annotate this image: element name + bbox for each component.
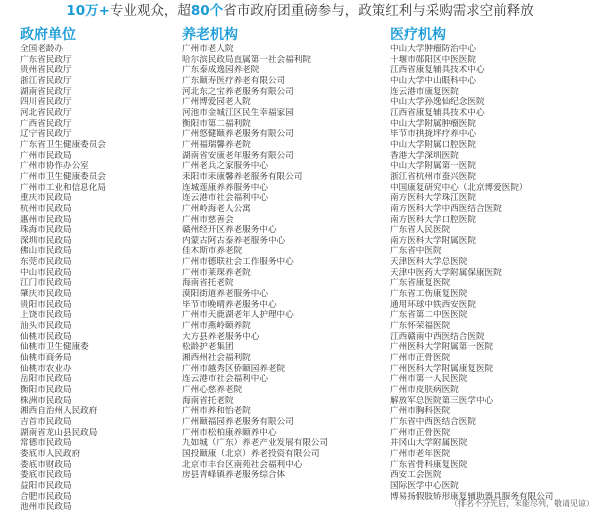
government-list-item: 湖南省龙山县民政局 [20, 427, 98, 438]
government-list-item: 岳阳市民政局 [20, 374, 72, 385]
elderly-care-list-item: 广东颐寿医疗养老有限公司 [182, 75, 286, 86]
elderly-care-column-title: 养老机构 [182, 27, 238, 43]
headline [0, 0, 600, 22]
elderly-care-list-item: 毕节市晚晴养老服务中心 [182, 299, 277, 310]
medical-column [390, 26, 598, 502]
government-list-item: 株洲市民政局 [20, 395, 72, 406]
government-list-item: 娄底市民政局 [20, 470, 72, 481]
government-list-item: 惠州市民政局 [20, 214, 72, 225]
government-list-item: 辽宁省民政厅 [20, 129, 72, 140]
medical-list-item: 广东省康复医院 [390, 278, 451, 289]
government-list-item: 广西省民政厅 [20, 118, 72, 129]
medical-list-item: 天津医科大学总医院 [390, 257, 468, 268]
medical-list-item: 浙江省杭州市蚕兴医院 [390, 171, 476, 182]
government-list-item: 东莞市民政局 [20, 257, 72, 268]
elderly-care-list-item: 大方县养老服务中心 [182, 331, 260, 342]
elderly-care-list-item: 连云港市社会福利中心 [182, 374, 268, 385]
government-list-item: 吉首市民政局 [20, 416, 72, 427]
elderly-care-list-item: 广州市越秀区侨颐园养老院 [182, 363, 286, 374]
government-list-item: 广东省民政厅 [20, 54, 72, 65]
government-list-item: 江门市民政局 [20, 278, 72, 289]
medical-list-item: 中山大学孙逸仙纪念医院 [390, 97, 485, 108]
medical-list-item: 中国康复研究中心（北京博爱医院） [390, 182, 528, 193]
government-list-item: 仙桃市卫生健康委 [20, 342, 89, 353]
medical-list-item: 通用环球中铁西安医院 [390, 299, 476, 310]
elderly-care-list-item: 海南省托老院 [182, 278, 234, 289]
medical-list-item: 南方医科大学珠江医院 [390, 193, 476, 204]
elderly-care-list-item: 河北东之宝养老服务有限公司 [182, 86, 294, 97]
government-list-item: 深圳市民政局 [20, 235, 72, 246]
elderly-care-list-item: 广州市松柏康养颐养中心 [182, 427, 277, 438]
medical-list-item: 广州医科大学附属康复医院 [390, 363, 494, 374]
elderly-care-list-item: 耒阳市耒康馨养老服务有限公司 [182, 171, 303, 182]
medical-list-item: 广东怀荣福医院 [390, 321, 451, 332]
medical-list-item: 香港大学深圳医院 [390, 150, 459, 161]
government-list-item: 贵阳市民政局 [20, 299, 72, 310]
government-list-item: 湖南省民政厅 [20, 86, 72, 97]
medical-list-item: 连云港市康复医院 [390, 86, 459, 97]
medical-list-item: 中山大学中山眼科中心 [390, 75, 476, 86]
government-list-item: 湘西自治州人民政府 [20, 406, 98, 417]
elderly-care-list-item: 河池市金城江区民生幸福家园 [182, 107, 294, 118]
elderly-care-list-item: 广州市养和怡老院 [182, 406, 251, 417]
elderly-care-list-item: 广州市燕岭颐养院 [182, 321, 251, 332]
elderly-care-list-item: 广州福瑞馨养老院 [182, 139, 251, 150]
medical-list-item: 南方医科大学附属医院 [390, 235, 476, 246]
government-list-item: 珠海市民政局 [20, 225, 72, 236]
elderly-care-list-item: 内蒙古阿古泰养老服务中心 [182, 235, 286, 246]
headline-government-count: 80个 [190, 3, 224, 19]
medical-list-item: 广东省人民医院 [390, 225, 451, 236]
elderly-care-column [182, 26, 388, 481]
headline-text-part2: 省市政府团重磅参与，政策红利与采购需求空前释放 [223, 3, 534, 19]
government-list [20, 44, 180, 513]
elderly-care-list-item: 广州市天鹿湖老年人护理中心 [182, 310, 294, 321]
medical-list-item: 南方医科大学中西医结合医院 [390, 203, 502, 214]
government-list-item: 汕头市民政局 [20, 321, 72, 332]
elderly-care-list-item: 连云港市社会福利中心 [182, 193, 268, 204]
government-list-item: 衡阳市民政局 [20, 385, 72, 395]
government-list-item: 河北省民政厅 [20, 107, 72, 118]
medical-list-item: 江西省康复辅具技术中心 [390, 107, 485, 118]
medical-list [390, 44, 598, 502]
government-column-title: 政府单位 [20, 27, 76, 43]
elderly-care-list-item: 漠阳街道养老服务中心 [182, 289, 268, 300]
medical-list-item: 南方医科大学口腔医院 [390, 214, 476, 225]
medical-list-item: 广州市正骨医院 [390, 353, 451, 364]
headline-visitor-count: 10万+ [66, 3, 110, 19]
government-list-item: 上饶市民政局 [20, 310, 72, 321]
government-list-item: 重庆市民政局 [20, 193, 72, 204]
medical-list-item: 中山大学附属口腔医院 [390, 139, 476, 150]
elderly-care-list-item: 佳木斯市养老院 [182, 246, 243, 257]
medical-list-item: 博易扬假肢矫形康复辅助器具服务有限公司 [390, 491, 554, 502]
government-list-item: 常德市民政局 [20, 438, 72, 449]
medical-list-item: 广东省中西医结合医院 [390, 416, 476, 427]
government-list-item: 广州市卫生健康委员会 [20, 171, 106, 182]
medical-list-item: 广州市老年医院 [390, 448, 451, 459]
elderly-care-list-item: 广州市德联社会工作服务中心 [182, 257, 294, 268]
government-list-item: 仙桃市商务局 [20, 353, 72, 364]
elderly-care-list-item: 北京市丰台区南苑社会福利中心 [182, 459, 303, 470]
elderly-care-list-item: 哈尔滨民政局直属第一社会福利院 [182, 54, 311, 65]
medical-list-item: 中山大学附属肿瘤医院 [390, 118, 476, 129]
government-list-item: 杭州市民政局 [20, 203, 72, 214]
medical-list-item: 江西省康复辅具技术中心 [390, 65, 485, 76]
elderly-care-list-item: 广州博爱园老人院 [182, 97, 251, 108]
government-list-item: 广东省卫生健康委员会 [20, 139, 106, 150]
elderly-care-list [182, 44, 388, 481]
elderly-care-list-item: 湖南省安康老年服务有限公司 [182, 150, 294, 161]
footnote: （排名不分先后，未能尽列，敬请见谅） [450, 499, 594, 508]
government-list-item: 仙桃市农业办 [20, 363, 72, 374]
medical-list-item: 井冈山大学附属医院 [390, 438, 468, 449]
medical-list-item: 中山大学附属第一医院 [390, 161, 476, 172]
headline-text-part1: 专业观众，超 [109, 3, 191, 19]
government-list-item: 贵州省民政厅 [20, 65, 72, 76]
government-list-item: 合肥市民政局 [20, 491, 72, 502]
medical-list-item: 国际医学中心医院 [390, 480, 459, 491]
elderly-care-list-item: 广州市老人院 [182, 44, 234, 54]
government-list-item: 娄底市财政局 [20, 459, 72, 470]
elderly-care-list-item: 赣州经开区养老服务中心 [182, 225, 277, 236]
medical-list-item: 广东省中医院 [390, 246, 442, 257]
elderly-care-list-item: 广州市莱琛养老院 [182, 267, 251, 278]
medical-list-item: 十堰市郧阳区中医医院 [390, 54, 476, 65]
elderly-care-list-item: 广州老兵之家服务中心 [182, 161, 268, 172]
government-list-item: 益阳市民政局 [20, 480, 72, 491]
government-list-item: 广州市协作办公室 [20, 161, 89, 172]
medical-list-item: 广州市正骨医院 [390, 427, 451, 438]
medical-column-title: 医疗机构 [390, 27, 446, 43]
government-column [20, 26, 180, 513]
elderly-care-list-item: 松龄护老集团 [182, 342, 234, 353]
elderly-care-list-item: 国投颐康（北京）养老投资有限公司 [182, 448, 320, 459]
medical-list-item: 广东省第二中医医院 [390, 310, 468, 321]
medical-list-item: 解放军总医院第三医学中心 [390, 395, 494, 406]
medical-list-item: 中山大学肿瘤防治中心 [390, 44, 476, 54]
medical-list-item: 广州市皮肤病医院 [390, 385, 459, 395]
government-list-item: 肇庆市民政局 [20, 289, 72, 300]
government-list-item: 广州市民政局 [20, 150, 72, 161]
government-list-item: 全国老龄办 [20, 44, 63, 54]
government-list-item: 四川省民政厅 [20, 97, 72, 108]
elderly-care-list-item: 广州颐福园养老服务有限公司 [182, 416, 294, 427]
elderly-care-list-item: 广东泰成逸园养老院 [182, 65, 260, 76]
government-list-item: 浙江省民政厅 [20, 75, 72, 86]
elderly-care-list-item: 海南省托老院 [182, 395, 234, 406]
elderly-care-list-item: 九如城（广东）养老产业发展有限公司 [182, 438, 329, 449]
medical-list-item: 天津中医药大学附属保康医院 [390, 267, 502, 278]
medical-list-item: 西安工会医院 [390, 470, 442, 481]
elderly-care-list-item: 广州悠健颐养老服务有限公司 [182, 129, 294, 140]
government-list-item: 池州市民政局 [20, 502, 72, 513]
government-list-item: 广州市工业和信息化局 [20, 182, 106, 193]
medical-list-item: 广州医科大学附属第一医院 [390, 342, 494, 353]
government-list-item: 仙桃市民政局 [20, 331, 72, 342]
elderly-care-list-item: 广州岭海老人公寓 [182, 203, 251, 214]
elderly-care-list-item: 湘西州社会福利院 [182, 353, 251, 364]
medical-list-item: 广州市胸科医院 [390, 406, 451, 417]
medical-list-item: 广东省工伤康复医院 [390, 289, 468, 300]
elderly-care-list-item: 房县青峰镇养老服务综合体 [182, 470, 286, 481]
elderly-care-list-item: 广州市慈善会 [182, 214, 234, 225]
government-list-item: 娄底市人民政府 [20, 448, 81, 459]
elderly-care-list-item: 连城莲康养养服务中心 [182, 182, 268, 193]
elderly-care-list-item: 广州心慈养老院 [182, 385, 243, 395]
government-list-item: 佛山市民政局 [20, 246, 72, 257]
medical-list-item: 江西赣南中西医结合医院 [390, 331, 485, 342]
government-list-item: 中山市民政局 [20, 267, 72, 278]
medical-list-item: 毕节市拱拢坪疗养中心 [390, 129, 476, 140]
medical-list-item: 广州市第一人民医院 [390, 374, 468, 385]
elderly-care-list-item: 衡阳市第二福利院 [182, 118, 251, 129]
medical-list-item: 广东省骨科康复医院 [390, 459, 468, 470]
